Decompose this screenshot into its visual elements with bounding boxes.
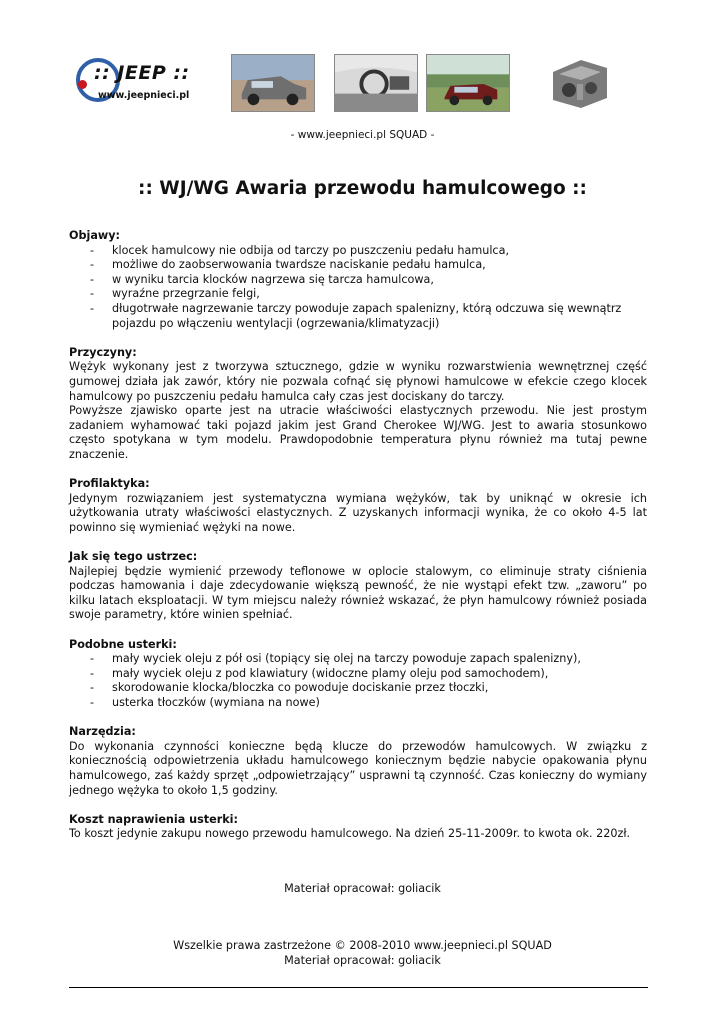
paragraph: Wężyk wykonany jest z tworzywa sztucznego, gdzie w wyniku rozwarstwienia wewnętrznej część gumowej działa jak zawór, który nie pozwala cofnąć się płynowi hamulcowe w efekcie czego klocek hamulcowy po puszczeniu pedału hamulca cały czas jest dociskany do tarczy. <box>69 360 647 403</box>
similar-faults-list <box>69 652 647 710</box>
footer-divider <box>69 987 648 988</box>
list-item: - skorodowanie klocka/bloczka co powoduje dociskanie przez tłoczki, <box>69 681 647 696</box>
paragraph: To koszt jedynie zakupu nowego przewodu hamulcowego. Na dzień 25-11-2009r. to kwota ok. 220zł. <box>69 827 631 841</box>
section-koszt <box>69 813 647 842</box>
list-item: - klocek hamulcowy nie odbija od tarczy po puszczeniu pedału hamulca, <box>69 244 647 259</box>
logo-red-dot-icon <box>78 80 87 89</box>
footer-author: Materiał opracował: goliacik <box>284 953 441 967</box>
paragraph: Powyższe zjawisko oparte jest na utracie właściwości elastycznych przewodu. Nie jest prostym zadaniem wyhamować taki pojazd jakim jest Grand Cherokee WJ/WG. Jest to awaria stosunkowo często spotykana w tym modelu. Prawdopodobnie temperatura płynu również ma tutaj pewne znaczenie. <box>69 404 647 461</box>
section-objawy <box>69 229 647 331</box>
section-title: Jak się tego ustrzec: <box>69 550 198 564</box>
list-item: - mały wyciek oleju z pod klawiatury (widoczne plamy oleju pod samochodem), <box>69 667 647 682</box>
section-narzedzia <box>69 725 647 798</box>
jeep-engine-photo <box>537 54 621 112</box>
list-item: - wyraźne przegrzanie felgi, <box>69 287 647 302</box>
section-title: Objawy: <box>69 229 121 242</box>
section-title: Profilaktyka: <box>69 477 150 491</box>
jeep-suv-front-photo <box>231 54 315 112</box>
list-item: - długotrwałe nagrzewanie tarczy powoduje zapach spalenizny, którą odczuwa się wewnątrz pojazdu po włączeniu wentylacji (ogrzewania/klimatyzacji) <box>69 302 647 331</box>
jeep-interior-photo <box>334 54 418 112</box>
paragraph: Najlepiej będzie wymienić przewody teflonowe w oplocie stalowym, co eliminuje straty ciśnienia podczas hamowania i daje zdecydowanie większą pewność, że nie wystąpi efekt tzw. „zaworu” po kilku latach eksploatacji. W tym miejscu należy również wskazać, że płyn hamulcowy również posiada swoje parametry, które winien spełniać. <box>69 564 647 622</box>
copyright-text: Wszelkie prawa zastrzeżone © 2008-2010 www.jeepnieci.pl SQUAD <box>173 939 552 952</box>
squad-line: - www.jeepnieci.pl SQUAD - <box>290 129 435 141</box>
paragraph: Jedynym rozwiązaniem jest systematyczna wymiana wężyków, tak by uniknąć w okresie ich użytkowania utraty właściwości elastycznych. Z uzyskanych informacji wynika, że co około 4-5 lat powinno się wymieniać wężyki na nowe. <box>69 491 647 534</box>
jeepnieci-logo <box>76 56 206 106</box>
page-title: :: WJ/WG Awaria przewodu hamulcowego :: <box>138 178 587 199</box>
logo-text: :: JEEP :: <box>94 62 190 84</box>
list-item: - w wyniku tarcia klocków nagrzewa się tarcza hamulcowa, <box>69 273 647 288</box>
list-item: - mały wyciek oleju z pół osi (topiący się olej na tarczy powoduje zapach spalenizny), <box>69 652 647 667</box>
section-jak-ustrzec <box>69 550 647 623</box>
page-footer <box>0 939 725 968</box>
section-title: Przyczyny: <box>69 345 137 359</box>
section-title: Podobne usterki: <box>69 637 177 651</box>
jeep-suv-side-photo <box>426 54 510 112</box>
list-item: - usterka tłoczków (wymiana na nowe) <box>69 696 647 711</box>
logo-url: www.jeepnieci.pl <box>98 90 190 101</box>
symptom-list <box>69 244 647 332</box>
page-header <box>72 50 662 122</box>
list-item: - możliwe do zaobserwowania twardsze naciskanie pedału hamulca, <box>69 258 647 273</box>
paragraph: Do wykonania czynności konieczne będą klucze do przewodów hamulcowych. W związku z koniecznością odpowietrzenia układu hamulcowego koniecznym będzie nabycie opakowania płynu hamulcowego, zaś każdy sprzęt „odpowietrzający” usprawni tą czynność. Czas konieczny do wymiany jednego wężyka to około 1,5 godziny. <box>69 739 647 797</box>
document-body <box>69 229 647 857</box>
section-podobne-usterki <box>69 638 647 711</box>
section-title: Koszt naprawienia usterki: <box>69 812 238 826</box>
author-line: Materiał opracował: goliacik <box>284 882 441 895</box>
section-title: Narzędzia: <box>69 725 136 739</box>
section-przyczyny <box>69 346 647 463</box>
section-profilaktyka <box>69 477 647 535</box>
